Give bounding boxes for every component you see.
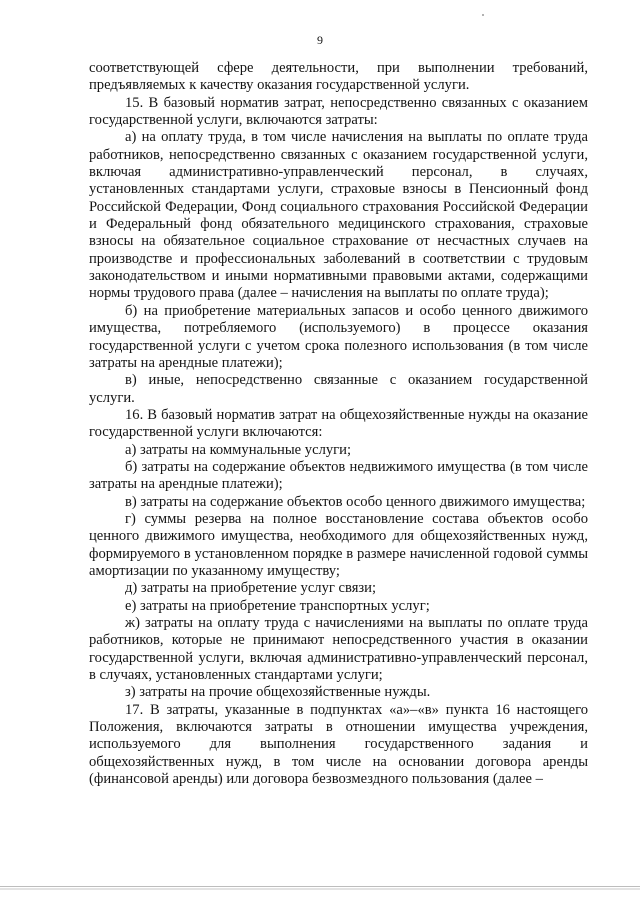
paragraph-clause-16-a: а) затраты на коммунальные услуги; [125,441,352,458]
paragraph-clause-16: 16. В базовый норматив затрат на общехозяйственные нужды на оказание государственной услуги включаются: [89,406,588,441]
paragraph-clause-15-v: в) иные, непосредственно связанные с оказанием государственной услуги. [89,372,588,406]
paragraph-clause-16-v: в) затраты на содержание объектов особо ценного движимого имущества; [125,493,586,510]
document-body [89,60,588,788]
paragraph-clause-15-b: б) на приобретение материальных запасов и особо ценного движимого имущества, потребляемого (используемого) в процессе оказания государственной услуги с учетом срока полезного использования (в том числе затраты на арендные платежи); [89,302,588,371]
paragraph-continuation: соответствующей сфере деятельности, при выполнении требований, предъявляемых к качеству оказания государственной услуги. [89,60,588,94]
paragraph-clause-16-d: д) затраты на приобретение услуг связи; [125,580,377,597]
paragraph-clause-15: 15. В базовый норматив затрат, непосредственно связанных с оказанием государственной услуги, включаются затраты: [89,94,588,129]
paragraph-clause-16-b: б) затраты на содержание объектов недвижимого имущества (в том числе затраты на арендные платежи); [89,458,588,493]
paragraph-clause-17: 17. В затраты, указанные в подпунктах «а»–«в» пункта 16 настоящего Положения, включаются затраты в отношении имущества учреждения, используемого для выполнения государственного задания и общехозяйственных нужд, в том числе на основании договора аренды (финансовой аренды) или договора безвозмездного пользования (далее – [89,701,588,788]
paragraph-clause-16-e: е) затраты на приобретение транспортных услуг; [125,597,430,614]
paragraph-clause-16-zh: ж) затраты на оплату труда с начислениями на выплаты по оплате труда работников, которые не принимают непосредственного участия в оказании государственной услуги, включая административно-управленческий персонал, в случаях, установленных стандартами услуги; [89,615,588,684]
scan-edge-shadow [0,888,640,890]
page-number: 9 [317,33,323,47]
scan-speck [482,14,484,16]
paragraph-clause-16-z: з) затраты на прочие общехозяйственные нужды. [125,684,431,701]
scan-edge-line [0,886,640,887]
paragraph-clause-16-g: г) суммы резерва на полное восстановление состава объектов особо ценного движимого имущества, необходимого для общехозяйственных нужд, формируемого в установленном порядке в размере начисленной годовой суммы амортизации по указанному имуществу; [89,510,588,579]
paragraph-clause-15-a: а) на оплату труда, в том числе начисления на выплаты по оплате труда работников, непосредственно связанных с оказанием государственной услуги, включая административно-управленческий персонал, в случаях, установленных стандартами услуги, страховые взносы в Пенсионный фонд Российской Федерации, Фонд социального страхования Российской Федерации и Федеральный фонд обязательного медицинского страхования, страховые взносы на обязательное социальное страхование от несчастных случаев на производстве и профессиональных заболеваний в соответствии с трудовым законодательством и иными нормативными правовыми актами, содержащими нормы трудового права (далее – начисления на выплаты по оплате труда); [89,129,588,302]
